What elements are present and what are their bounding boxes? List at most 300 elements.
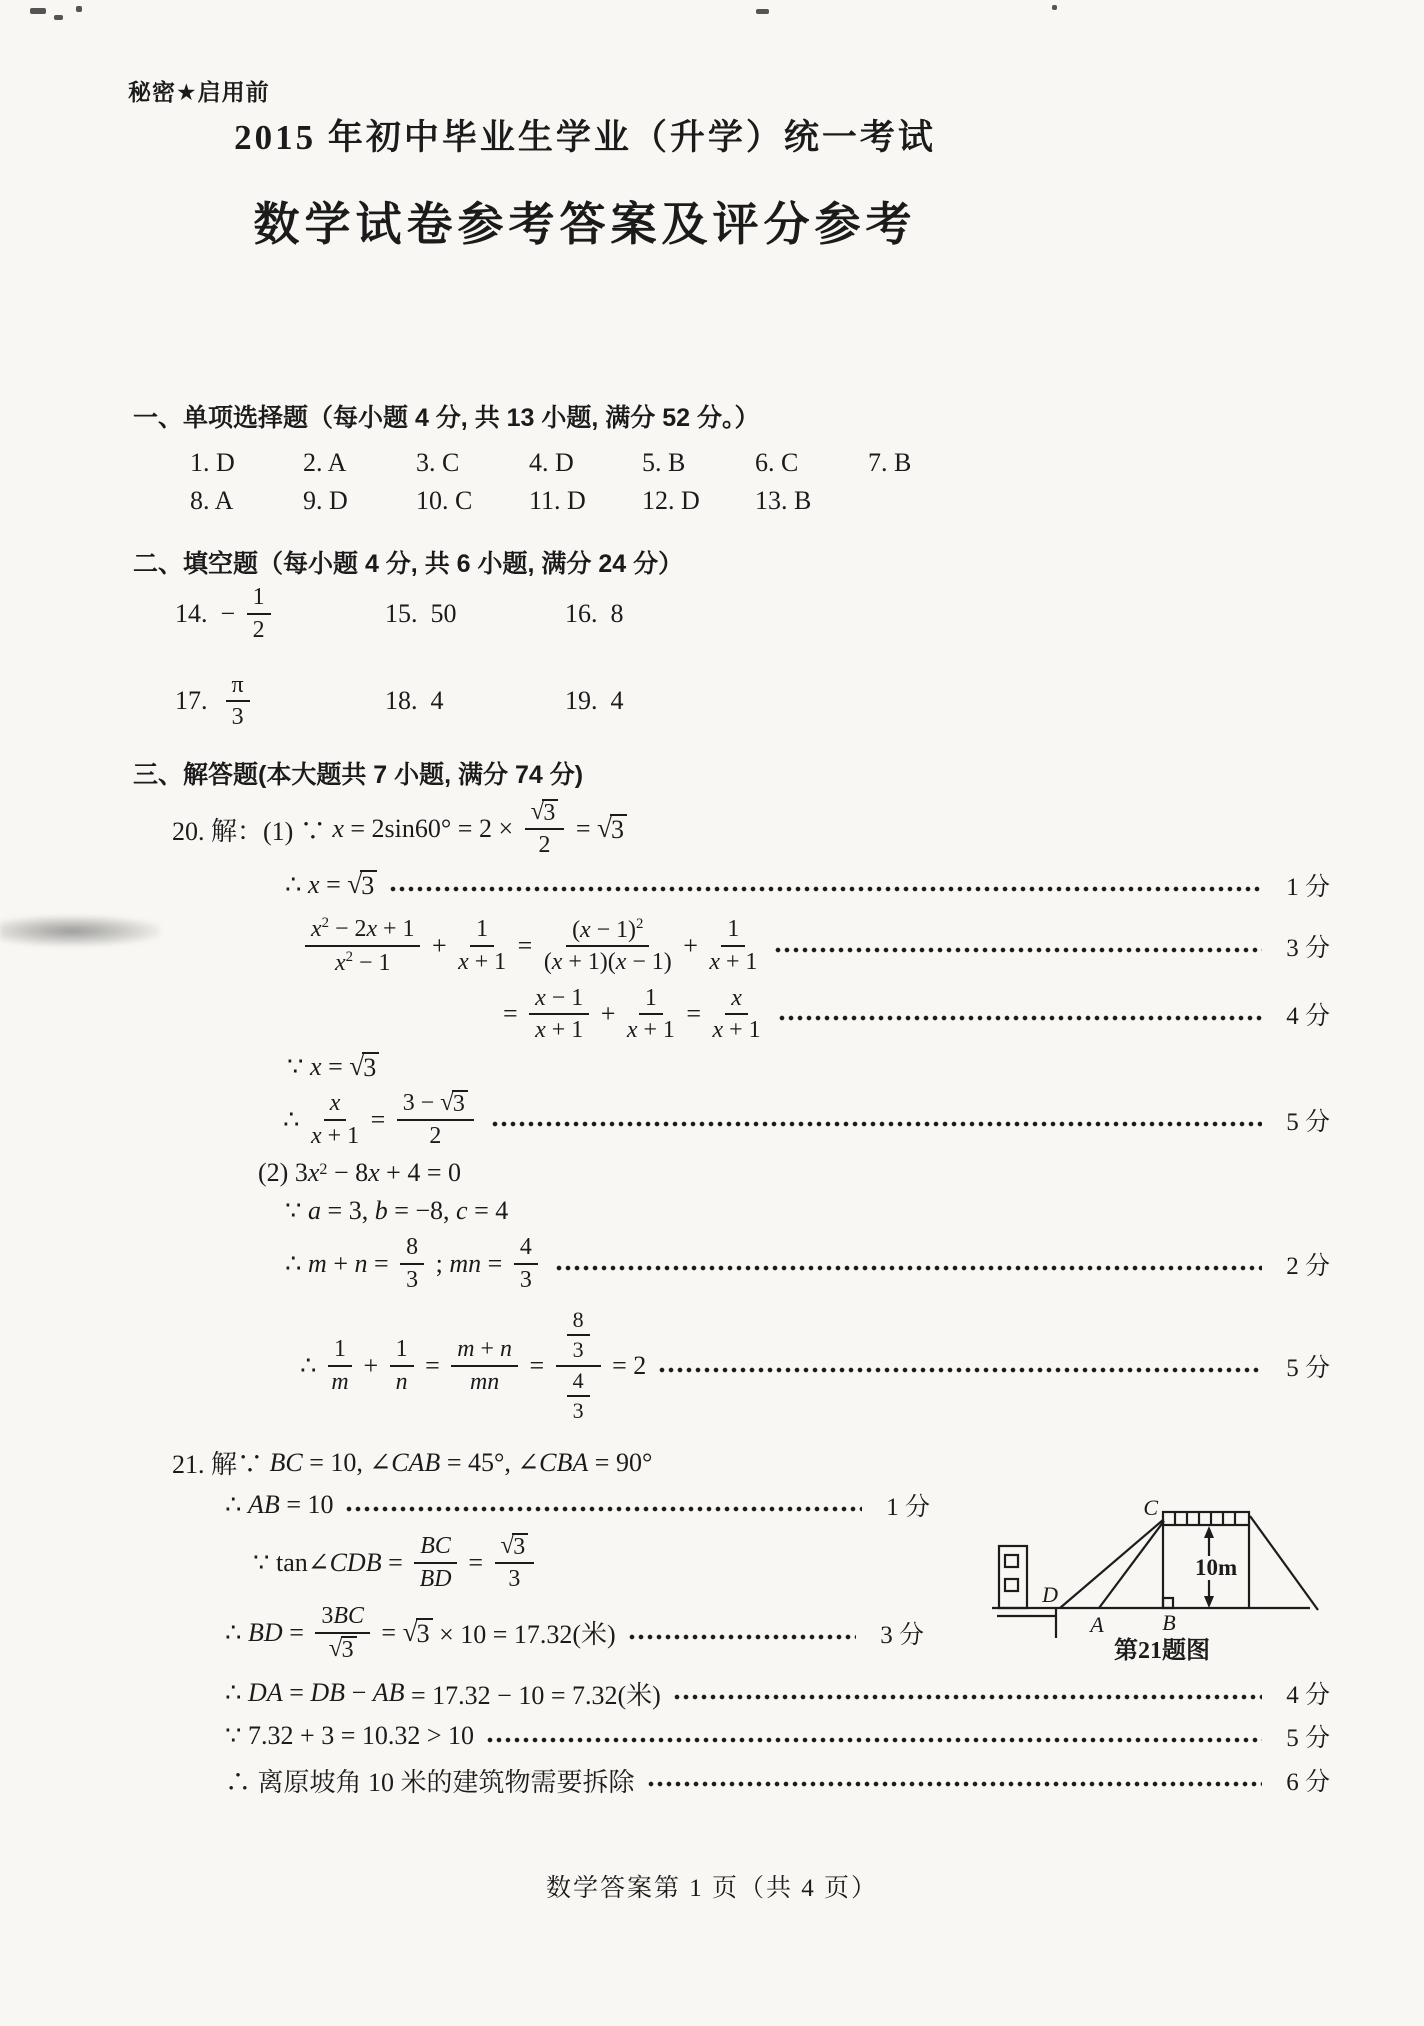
figure-label-A: A (1090, 1612, 1104, 1637)
math-text: 16. 8 (565, 598, 624, 628)
sqrt-radical (597, 814, 627, 843)
superscript: 2 (636, 915, 644, 932)
numerator (414, 1533, 457, 1564)
math-text: − 1) (590, 916, 637, 943)
dotted-leader (778, 1014, 1262, 1022)
blank-answer (565, 599, 775, 629)
math-text: + 1 (321, 1123, 360, 1150)
math-text: = (282, 1617, 311, 1647)
math-variable: CDB (329, 1547, 382, 1577)
radical-sign: √ (440, 1089, 454, 1117)
denominator: 2 (429, 1123, 442, 1150)
fraction (328, 1336, 352, 1396)
math-variable: x (332, 814, 344, 844)
math-text: + (326, 1248, 355, 1278)
numerator: 8 (567, 1308, 590, 1337)
choice-answer: 13. B (755, 486, 812, 515)
denominator: 3 (519, 1266, 532, 1293)
math-text: = (381, 1547, 410, 1577)
choice-answer: 8. A (190, 486, 234, 515)
figure-arrowhead-down (1204, 1596, 1214, 1608)
dotted-leader (647, 1780, 1262, 1788)
math-text: ∴ (225, 1617, 249, 1647)
math-text: 14. − (175, 598, 242, 628)
denominator: 2 (252, 616, 265, 643)
math-variable: x (310, 1052, 322, 1082)
score-label: 6 分 (1286, 1769, 1330, 1797)
math-text: − 1 (545, 984, 584, 1011)
choice-answers-row-2 (190, 486, 1424, 516)
math-text: 20. 解：(1) ∵ (172, 816, 333, 846)
scan-speck (1052, 5, 1057, 10)
math-text: = (511, 930, 539, 960)
numerator: 1 (470, 916, 494, 947)
math-text: + 4 = 0 (379, 1157, 461, 1187)
radicand: 3 (362, 1052, 379, 1081)
solution-line (503, 985, 1330, 1045)
math-text: = 90° (588, 1447, 653, 1477)
choice-answer: 3. C (416, 448, 460, 477)
solution-line (225, 1603, 924, 1663)
choice-answers-row-1 (190, 448, 1424, 478)
figure-caption: 第21题图 (1114, 1638, 1210, 1664)
math-variable: m (457, 1336, 475, 1362)
sqrt-radical (329, 1636, 357, 1663)
math-text: = 2 (605, 1350, 647, 1380)
formula (172, 1444, 652, 1481)
scan-speck (54, 15, 63, 20)
fraction (709, 916, 757, 976)
solution-line (285, 1196, 1330, 1226)
fraction (390, 1336, 414, 1396)
math-text: 21. 解∵ (172, 1450, 270, 1480)
math-text: + (425, 930, 454, 960)
blank-answer (385, 599, 565, 629)
problem-21-figure (966, 1462, 1324, 1674)
math-text: + (474, 1336, 500, 1362)
sqrt-radical (440, 1090, 468, 1117)
math-text: = 10 (279, 1490, 334, 1520)
math-variable: x (311, 915, 322, 942)
math-text: + (594, 999, 622, 1029)
formula (287, 1052, 379, 1082)
choice-answer: 2. A (303, 448, 347, 477)
denominator (396, 1367, 408, 1396)
formula (225, 1603, 616, 1663)
math-text: + 1 (637, 1017, 675, 1044)
solution-line (172, 799, 1330, 859)
fraction (567, 1308, 590, 1363)
math-text: + 1 (545, 1017, 584, 1044)
radicand: 3 (610, 814, 627, 843)
math-text: = (319, 870, 348, 900)
formula (225, 1721, 474, 1751)
math-text: = (374, 1617, 403, 1647)
denominator (458, 947, 506, 976)
math-text: ∴ (285, 870, 309, 900)
radicand: 3 (542, 799, 558, 826)
solution-line (225, 1762, 1330, 1799)
math-text: = 3, (321, 1195, 375, 1225)
denominator (335, 947, 390, 977)
math-variable: DA (248, 1678, 283, 1708)
numerator: 1 (247, 584, 271, 615)
math-text: ∵ 7.32 + 3 = 10.32 > 10 (225, 1720, 475, 1750)
dotted-leader (673, 1693, 1262, 1701)
math-text: × 10 = 17.32(米) (432, 1620, 616, 1650)
dotted-leader (486, 1736, 1262, 1744)
math-variable: mn (470, 1368, 500, 1395)
choice-answer: 4. D (529, 448, 574, 477)
math-variable: CAB (391, 1447, 441, 1477)
math-text: = (418, 1350, 447, 1380)
fraction (525, 799, 565, 859)
radical-sign: √ (530, 798, 545, 826)
denominator (562, 1367, 595, 1424)
fraction (544, 916, 672, 977)
math-text: + 1 (377, 915, 415, 942)
formula (503, 985, 766, 1045)
blank-answer (565, 686, 775, 716)
denominator: 3 (231, 704, 244, 731)
formula (172, 799, 627, 859)
numerator: 1 (639, 985, 663, 1016)
blank-answer (175, 672, 385, 732)
scan-speck (30, 8, 46, 14)
numerator: 4 (567, 1369, 590, 1398)
radical-sign: √ (500, 1532, 515, 1560)
fraction (495, 1533, 535, 1593)
numerator (324, 1090, 347, 1121)
score-label: 3 分 (880, 1621, 924, 1649)
math-text: = (364, 1105, 392, 1135)
figure-drawing (966, 1462, 1324, 1674)
denominator (329, 1634, 357, 1663)
choice-answer: 11. D (529, 486, 586, 515)
superscript: 2 (345, 948, 354, 965)
math-text: = (321, 1052, 350, 1082)
score-label: 4 分 (1286, 1003, 1330, 1031)
choice-answer: 6. C (755, 448, 799, 477)
math-text: = (522, 1350, 551, 1380)
math-text: 3 − (402, 1090, 441, 1117)
numerator: 1 (390, 1336, 414, 1367)
denominator (331, 1367, 348, 1396)
solution-line (225, 1675, 1330, 1712)
math-variable: a (308, 1195, 322, 1225)
figure-label-C: C (1143, 1495, 1158, 1520)
numerator: 1 (721, 916, 745, 947)
formula (300, 915, 762, 977)
math-text: + 1 (723, 1017, 761, 1044)
math-text: + (676, 930, 705, 960)
score-label: 2 分 (1286, 1252, 1330, 1280)
exam-title: 2015 年初中毕业生学业（升学）统一考试 (234, 118, 936, 157)
math-variable: x (712, 1017, 724, 1044)
dotted-leader (389, 885, 1262, 893)
superscript: 2 (321, 915, 330, 932)
solution-line (287, 1052, 1330, 1082)
fraction (458, 916, 506, 976)
denominator: 2 (538, 832, 551, 859)
denominator (709, 947, 757, 976)
solution-line (300, 1308, 1330, 1425)
radicand: 3 (360, 870, 377, 899)
radical-sign: √ (347, 869, 363, 900)
denominator (713, 1015, 761, 1044)
math-variable: x (709, 948, 720, 975)
formula (300, 1308, 646, 1425)
radicand: 3 (512, 1533, 528, 1560)
math-variable: c (456, 1195, 468, 1225)
math-text: = 2sin60° = 2 × (343, 814, 520, 844)
math-text: = (503, 999, 525, 1029)
math-variable: BD (248, 1617, 283, 1647)
fraction (451, 1336, 518, 1396)
radical-sign: √ (597, 813, 612, 844)
score-label: 4 分 (1286, 1682, 1330, 1710)
fraction (567, 1369, 590, 1424)
fraction (556, 1308, 601, 1425)
score-label: 1 分 (886, 1494, 930, 1522)
sqrt-radical (501, 1533, 529, 1560)
math-text: = (461, 1547, 490, 1577)
radical-sign: √ (328, 1634, 343, 1662)
math-variable: AB (372, 1678, 405, 1708)
numerator: 8 (400, 1234, 424, 1265)
denominator (311, 1121, 359, 1150)
math-variable: CBA (539, 1447, 589, 1477)
math-variable: x (535, 1017, 546, 1044)
math-text: 18. 4 (385, 686, 444, 716)
fraction (414, 1533, 457, 1593)
solution-line (283, 1090, 1330, 1150)
math-variable: BC (420, 1533, 451, 1560)
math-variable: x (551, 949, 563, 976)
section-2-heading: 二、填空题（每小题 4 分, 共 6 小题, 满分 24 分） (133, 550, 684, 578)
math-text: ∵ (287, 1052, 311, 1082)
sqrt-radical (403, 1618, 433, 1647)
denominator: 3 (508, 1566, 521, 1593)
math-variable: mn (449, 1248, 482, 1278)
math-variable: x (335, 949, 346, 976)
dotted-leader (345, 1505, 862, 1513)
fraction (397, 1090, 474, 1150)
formula (285, 1234, 543, 1294)
sqrt-radical (349, 1052, 379, 1081)
math-text: ∵ tan∠ (253, 1547, 330, 1577)
math-text: − 2 (329, 915, 367, 942)
numerator (525, 799, 565, 830)
numerator (451, 1336, 518, 1367)
math-text: 19. 4 (565, 686, 624, 716)
math-variable: BC (333, 1602, 364, 1629)
math-text: = −8, (387, 1195, 457, 1225)
math-text: = (569, 814, 598, 844)
fraction (311, 1090, 359, 1150)
math-text: ∴ 离原坡角 10 米的建筑物需要拆除 (225, 1767, 635, 1797)
dotted-leader (628, 1633, 856, 1641)
math-variable: x (580, 916, 591, 943)
denominator (470, 1367, 499, 1396)
figure-slope-AC (1099, 1521, 1164, 1608)
math-text: ∴ (283, 1105, 307, 1135)
choice-answer: 9. D (303, 486, 348, 515)
math-text: ∴ (285, 1248, 309, 1278)
math-text: ( (572, 916, 581, 943)
classification-label: 秘密★启用前 (128, 79, 270, 105)
math-variable: x (535, 984, 546, 1011)
radical-sign: √ (349, 1051, 365, 1082)
radicand: 3 (452, 1090, 468, 1117)
superscript: 2 (319, 1160, 328, 1178)
numerator (556, 1308, 601, 1367)
fraction (305, 915, 420, 977)
dotted-leader (658, 1366, 1262, 1374)
fraction (514, 1234, 538, 1294)
formula (285, 870, 377, 900)
numerator (725, 985, 748, 1016)
math-text: = (679, 999, 708, 1029)
radicand: 3 (341, 1636, 357, 1663)
numerator (305, 915, 420, 947)
choice-answer: 12. D (642, 486, 700, 515)
math-variable: DB (310, 1678, 346, 1708)
numerator: 1 (328, 1336, 352, 1367)
answer-key-title: 数学试卷参考答案及评分参考 (253, 198, 917, 250)
math-variable: x (329, 1090, 341, 1117)
fill-answers-row-2 (175, 672, 1424, 732)
figure-label-B: B (1162, 1610, 1176, 1635)
math-text: 17. (175, 686, 221, 716)
math-variable: x (366, 915, 378, 942)
dotted-leader (491, 1120, 1262, 1128)
numerator (397, 1090, 474, 1121)
figure-building-window (1005, 1579, 1018, 1591)
math-text: 15. 50 (385, 598, 457, 628)
formula (285, 1196, 508, 1226)
fraction (713, 985, 761, 1045)
fraction (529, 985, 589, 1045)
math-variable: x (458, 948, 469, 975)
math-variable: x (311, 1123, 322, 1150)
math-text: ( (543, 949, 552, 976)
fraction (627, 985, 675, 1045)
figure-arrowhead-up (1204, 1526, 1214, 1538)
math-text: (2) 3 (258, 1157, 308, 1187)
numerator (566, 916, 649, 948)
numerator (315, 1603, 370, 1634)
solution-line (225, 1487, 930, 1523)
score-label: 3 分 (1286, 934, 1330, 962)
math-variable: m (331, 1368, 349, 1395)
choice-answer: 5. B (642, 448, 686, 477)
denominator (420, 1564, 452, 1593)
radicand: 3 (416, 1618, 433, 1647)
choice-answer: 10. C (416, 486, 473, 515)
math-text: + 1 (720, 948, 758, 975)
sqrt-radical (347, 870, 377, 899)
math-text: = 4 (467, 1195, 509, 1225)
numerator: 4 (514, 1234, 538, 1265)
choice-answer: 7. B (868, 448, 912, 477)
math-text: ∴ (225, 1490, 249, 1520)
formula (225, 1762, 635, 1799)
denominator: 3 (572, 1398, 584, 1424)
math-text: 3 (321, 1602, 334, 1629)
denominator (627, 1015, 675, 1044)
math-variable: m (308, 1248, 327, 1278)
math-text: − 1) (626, 949, 672, 976)
math-text: ∴ (225, 1678, 249, 1708)
math-variable: n (395, 1368, 408, 1395)
formula (283, 1090, 479, 1150)
figure-right-angle-mark (1163, 1598, 1173, 1608)
math-variable: BD (419, 1565, 452, 1592)
solution-line (258, 1158, 1330, 1188)
math-variable: n (500, 1336, 512, 1362)
sqrt-radical (531, 799, 559, 826)
math-text: + 1)( (562, 949, 616, 976)
math-text: = (481, 1248, 509, 1278)
solution-line (225, 1718, 1330, 1754)
math-text: = 17.32 − 10 = 7.32(米) (404, 1680, 661, 1710)
numerator (529, 985, 589, 1016)
solution-line (285, 1234, 1330, 1294)
figure-dam-right-slope (1250, 1516, 1318, 1610)
numerator (495, 1533, 535, 1564)
scan-speck (756, 9, 769, 14)
page-footer: 数学答案第 1 页（共 4 页） (545, 1875, 878, 1902)
fill-answers-row-1 (175, 584, 1424, 644)
math-text: ∵ (285, 1195, 309, 1225)
fraction (400, 1234, 424, 1294)
fraction (247, 584, 271, 644)
math-text: ; (429, 1248, 450, 1278)
math-text: = 10, ∠ (302, 1447, 392, 1477)
formula (225, 1490, 333, 1520)
formula (253, 1533, 539, 1593)
blank-answer (385, 686, 565, 716)
solution-line (300, 915, 1330, 977)
denominator (535, 1015, 583, 1044)
radical-sign: √ (402, 1617, 418, 1648)
math-variable: BC (269, 1447, 303, 1477)
math-text: + 1 (468, 948, 507, 975)
math-text: + (357, 1350, 385, 1380)
figure-building-window (1005, 1555, 1018, 1567)
math-variable: x (731, 984, 742, 1011)
figure-label-D: D (1042, 1582, 1058, 1607)
math-text: − (345, 1678, 373, 1708)
score-label: 5 分 (1286, 1109, 1330, 1137)
math-text: ∴ (300, 1350, 324, 1380)
math-variable: n (354, 1248, 368, 1278)
section-1-heading: 一、单项选择题（每小题 4 分, 共 13 小题, 满分 52 分。） (133, 404, 760, 432)
math-text: − 1 (353, 949, 391, 976)
dotted-leader (555, 1264, 1262, 1272)
math-variable: x (626, 1017, 638, 1044)
figure-slope-DC (1060, 1520, 1163, 1608)
math-text: = (282, 1678, 311, 1708)
math-variable: b (374, 1195, 388, 1225)
solution-line (285, 867, 1330, 903)
score-label: 5 分 (1286, 1354, 1330, 1382)
fraction (315, 1603, 370, 1663)
blank-answer (175, 584, 385, 644)
math-text: − 8 (327, 1157, 369, 1187)
choice-answer: 1. D (190, 448, 235, 477)
